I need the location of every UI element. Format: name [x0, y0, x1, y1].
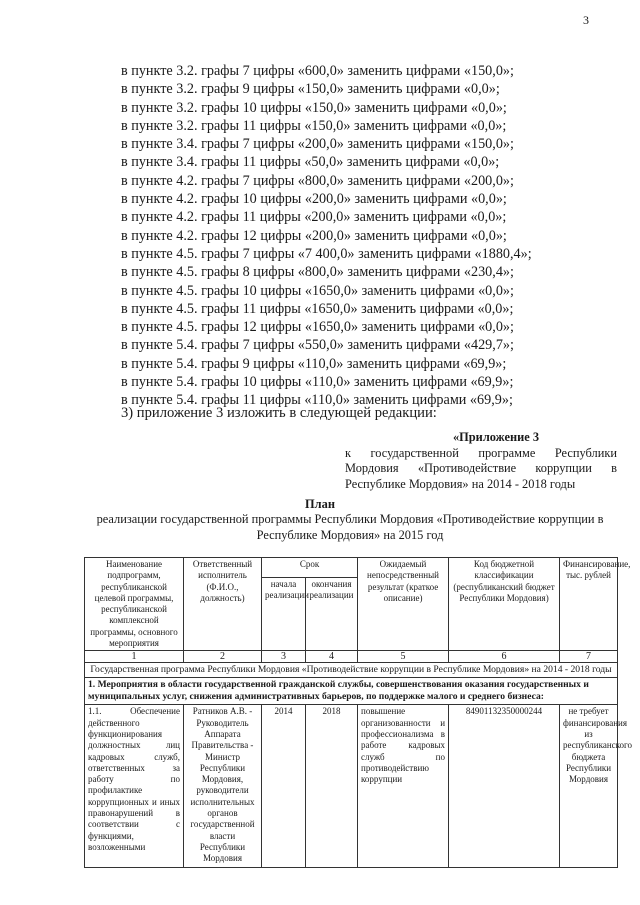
amendment-line: в пункте 4.2. графы 7 цифры «800,0» заменить цифрами «200,0»;	[121, 172, 514, 189]
amendment-line: в пункте 3.2. графы 9 цифры «150,0» заменить цифрами «0,0»;	[121, 81, 500, 98]
annex-title: «Приложение 3	[452, 430, 540, 444]
amendment-line: в пункте 5.4. графы 9 цифры «110,0» заменить цифрами «69,9»;	[121, 355, 507, 372]
column-numbers-row	[85, 651, 618, 663]
page-number: 3	[583, 13, 589, 27]
annex-heading	[345, 430, 617, 492]
table-row	[85, 705, 618, 868]
header-col1: Наименование подпрограмм, республиканской целевой программы, республиканской комплексной программы, основного мероприятия	[85, 558, 184, 651]
amendment-line: в пункте 5.4. графы 7 цифры «550,0» заменить цифрами «429,7»;	[121, 337, 514, 354]
amendment-line: в пункте 4.5. графы 10 цифры «1650,0» заменить цифрами «0,0»;	[121, 282, 514, 299]
column-number: 3	[262, 651, 306, 663]
plan-table	[84, 557, 633, 868]
amendment-line: в пункте 5.4. графы 10 цифры «110,0» заменить цифрами «69,9»;	[121, 374, 514, 391]
section-title-cell: 1. Мероприятия в области государственной гражданской службы, совершенствования оказания государственных и муниципальных услуг, снижения административных барьеров, по поддержке малого и среднего бизнеса:	[85, 678, 618, 705]
cell-executor: Ратников А.В. - Руководитель Аппарата Правительства - Министр Республики Мордовия, руководители исполнительных органов государственной власти Республики Мордовия	[184, 705, 262, 868]
amendments-list	[121, 62, 532, 410]
cell-name: 1.1. Обеспечение действенного функционирования должностных лиц кадровых служб, ответственных за работу по профилактике коррупционных и иных правонарушений в соответствии с функциями, возложенными	[85, 705, 184, 868]
amendment-line: в пункте 4.2. графы 10 цифры «200,0» заменить цифрами «0,0»;	[121, 191, 507, 208]
amendment-line: в пункте 4.5. графы 8 цифры «800,0» заменить цифрами «230,4»;	[121, 264, 514, 281]
program-row	[85, 663, 618, 678]
amendment-line: в пункте 4.5. графы 12 цифры «1650,0» заменить цифрами «0,0»;	[121, 319, 514, 336]
column-number: 6	[449, 651, 560, 663]
header-col3: начала реализации	[262, 578, 306, 651]
cell-budget-code: 84901132350000244	[449, 705, 560, 868]
cell-end: 2018	[306, 705, 358, 868]
cell-financing: не требует финансирования из республиканского бюджета Республики Мордовия	[560, 705, 618, 868]
amendment-line: в пункте 3.4. графы 7 цифры «200,0» заменить цифрами «150,0»;	[121, 136, 514, 153]
header-col6: Код бюджетной классификации (республиканский бюджет Республики Мордовия)	[449, 558, 560, 651]
amendment-line: в пункте 3.4. графы 11 цифры «50,0» заменить цифрами «0,0»;	[121, 154, 500, 171]
amendment-line: в пункте 3.2. графы 10 цифры «150,0» заменить цифрами «0,0»;	[121, 99, 507, 116]
annex-text: к государственной программе Республики Мордовия «Противодействие коррупции в Республике Мордовия» на 2014 - 2018 годы	[345, 445, 617, 491]
cell-result: повышение организованности и профессионализма в работе кадровых служб по противодействию коррупции	[358, 705, 449, 868]
header-col2: Ответственный исполнитель (Ф.И.О., должность)	[184, 558, 262, 651]
column-number: 1	[85, 651, 184, 663]
amendment-line: в пункте 4.2. графы 11 цифры «200,0» заменить цифрами «0,0»;	[121, 209, 507, 226]
amendment-line: в пункте 5.4. графы 11 цифры «110,0» заменить цифрами «69,9»;	[121, 392, 513, 409]
column-number: 7	[560, 651, 618, 663]
program-title-cell: Государственная программа Республики Мордовия «Противодействие коррупции в Республике Мордовия» на 2014 - 2018 годы	[85, 663, 618, 678]
header-col4: окончания реализации	[306, 578, 358, 651]
table-header-row	[85, 558, 618, 578]
cell-start: 2014	[262, 705, 306, 868]
header-col5: Ожидаемый непосредственный результат (краткое описание)	[358, 558, 449, 651]
header-term: Срок	[262, 558, 358, 578]
amendment-line: в пункте 4.2. графы 12 цифры «200,0» заменить цифрами «0,0»;	[121, 227, 507, 244]
column-number: 5	[358, 651, 449, 663]
amendment-line: в пункте 4.5. графы 11 цифры «1650,0» заменить цифрами «0,0»;	[121, 300, 514, 317]
amendment-line: в пункте 3.2. графы 11 цифры «150,0» заменить цифрами «0,0»;	[121, 117, 507, 134]
section-row	[85, 678, 618, 705]
amendment-line: в пункте 4.5. графы 7 цифры «7 400,0» заменить цифрами «1880,4»;	[121, 245, 532, 262]
amendment-line: в пункте 3.2. графы 7 цифры «600,0» заменить цифрами «150,0»;	[121, 63, 514, 79]
column-number: 2	[184, 651, 262, 663]
item-3-paragraph: 3) приложение 3 изложить в следующей редакции:	[121, 405, 437, 421]
header-col7: Финансирование, тыс. рублей	[560, 558, 618, 651]
plan-subtitle: реализации государственной программы Республики Мордовия «Противодействие коррупции в Республике Мордовия» на 2015 год	[96, 512, 604, 542]
plan-title: План	[305, 497, 335, 511]
column-number: 4	[306, 651, 358, 663]
